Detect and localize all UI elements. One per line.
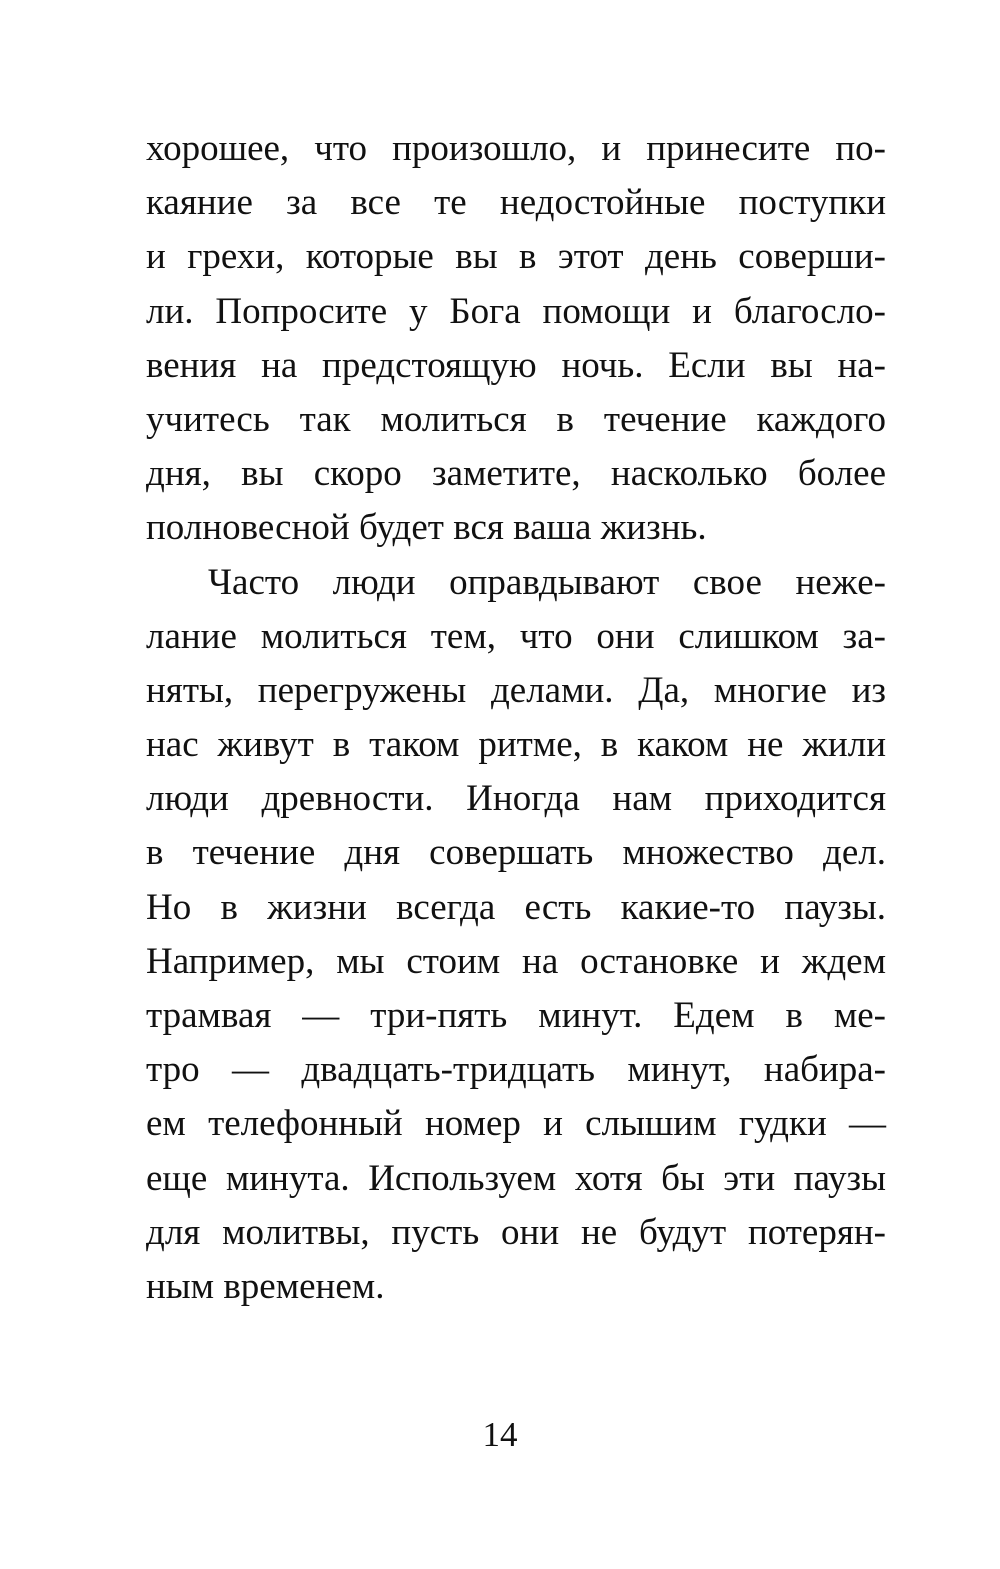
text-line: Часто люди оправдывают свое нежe- <box>208 561 886 603</box>
text-line: и грехи, которые вы в этот день соверши- <box>146 236 886 278</box>
text-line: каяние за все те недостойные поступки <box>146 182 886 224</box>
page-number: 14 <box>482 1415 518 1454</box>
text-line: Но в жизни всегда есть какие-то паузы. <box>146 886 886 928</box>
text-line: для молитвы, пусть они не будут потерян- <box>146 1211 886 1253</box>
text-line: хорошее, что произошло, и принесите по- <box>146 128 886 169</box>
text-line: трамвая — три-пять минут. Едем в ме- <box>146 995 886 1036</box>
text-line: учитесь так молиться в течение каждого <box>146 398 886 440</box>
text-line: ем телефонный номер и слышим гудки — <box>146 1103 886 1145</box>
text-line: тро — двадцать-тридцать минут, набира- <box>146 1049 886 1091</box>
text-line: ным временем. <box>146 1265 385 1307</box>
text-line: вения на предстоящую ночь. Если вы на- <box>146 344 886 386</box>
text-line: в течение дня совершать множество дел. <box>146 832 886 874</box>
text-line: люди древности. Иногда нам приходится <box>146 778 886 820</box>
body-text <box>146 122 886 1314</box>
text-line: еще минута. Используем хотя бы эти паузы <box>146 1157 886 1199</box>
text-line: няты, перегружены делами. Да, многие из <box>146 669 886 711</box>
text-line: лание молиться тем, что они слишком за- <box>146 615 886 657</box>
text-line: дня, вы скоро заметите, насколько более <box>146 453 886 495</box>
text-line: нас живут в таком ритме, в каком не жили <box>146 724 886 766</box>
text-line: ли. Попросите у Бога помощи и благосло- <box>146 290 886 332</box>
text-line: полновесной будет вся ваша жизнь. <box>146 507 707 549</box>
text-line: Например, мы стоим на остановке и ждем <box>146 940 886 982</box>
